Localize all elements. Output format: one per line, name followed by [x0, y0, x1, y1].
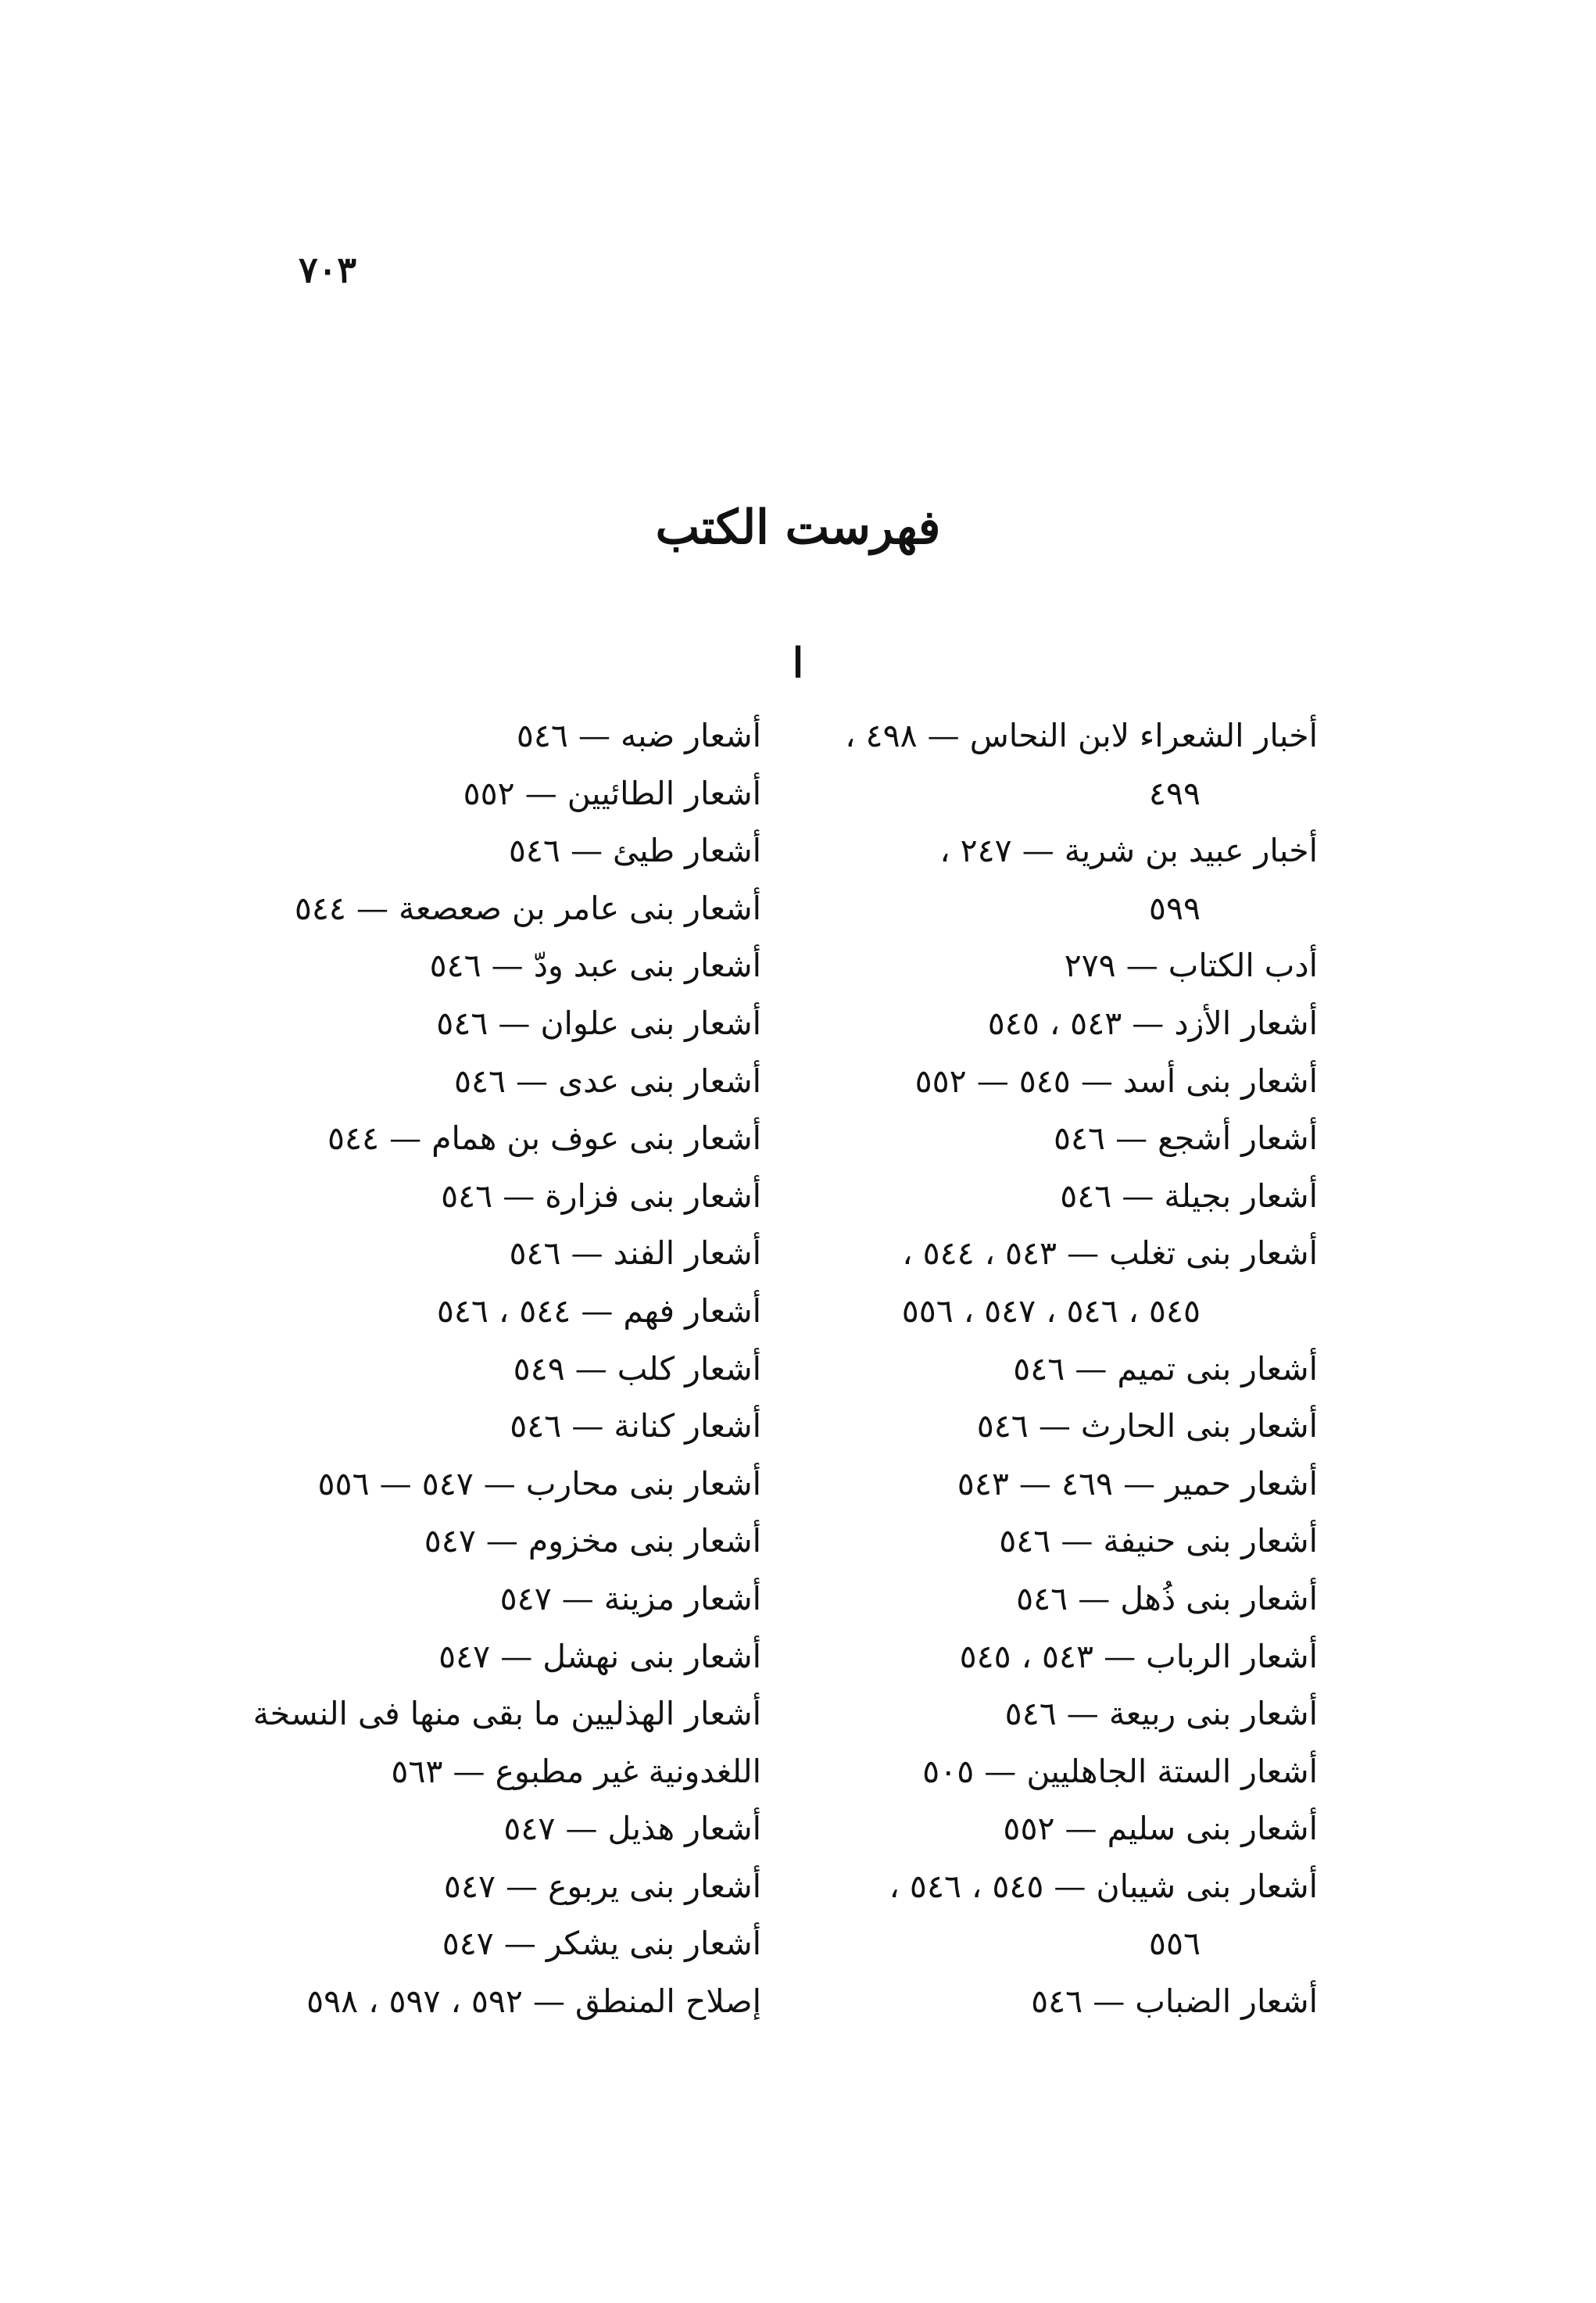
section-letter: ا [792, 639, 804, 687]
index-entry: أشعار بنى عبد ودّ — ٥٤٦ [429, 947, 761, 985]
index-column-right [833, 707, 1318, 2031]
index-entry: أشعار بنى شيبان — ٥٤٥ ، ٥٤٦ ، [889, 1867, 1318, 1905]
index-entry: أشعار هذيل — ٥٤٧ [503, 1810, 761, 1848]
index-entry: أشعار كلب — ٥٤٩ [513, 1349, 761, 1388]
index-entry: أخبار الشعراء لابن النحاس — ٤٩٨ ، [845, 717, 1318, 754]
index-entry: أشعار كنانة — ٥٤٦ [510, 1407, 761, 1445]
index-entry: أشعار حمير — ٤٦٩ — ٥٤٣ [957, 1464, 1318, 1503]
index-entry: أشعار الضباب — ٥٤٦ [1031, 1982, 1318, 2021]
index-entry: أشعار فهم — ٥٤٤ ، ٥٤٦ [436, 1291, 761, 1330]
index-entry: أشعار الستة الجاهليين — ٥٠٥ [922, 1752, 1318, 1790]
index-entry: أشعار بنى حنيفة — ٥٤٦ [999, 1522, 1318, 1560]
index-entry-continuation: ٤٩٩ [1148, 774, 1201, 812]
page-title: فهرست الكتب [655, 500, 941, 555]
index-entry: أشعار بنى أسد — ٥٤٥ — ٥٥٢ [914, 1062, 1318, 1100]
index-entry: أشعار بنى فزارة — ٥٤٦ [441, 1177, 761, 1215]
index-entry: أشعار طيئ — ٥٤٦ [508, 832, 761, 870]
index-entry-continuation: ٥٩٩ [1148, 889, 1201, 927]
index-entry: أشعار بنى ربيعة — ٥٤٦ [1004, 1695, 1318, 1733]
index-entry: أشعار بنى عدى — ٥٤٦ [453, 1062, 761, 1100]
index-entry: أشعار ضبه — ٥٤٦ [516, 717, 761, 754]
index-entry: أشعار بنى محارب — ٥٤٧ — ٥٥٦ [317, 1464, 761, 1503]
index-entry: أشعار بنى تغلب — ٥٤٣ ، ٥٤٤ ، [902, 1234, 1318, 1273]
index-entry: إصلاح المنطق — ٥٩٢ ، ٥٩٧ ، ٥٩٨ [306, 1982, 761, 2021]
index-entry: اللغدونية غير مطبوع — ٥٦٣ [391, 1752, 761, 1790]
index-entry: أشعار بنى يربوع — ٥٤٧ [443, 1867, 761, 1905]
index-entry: أشعار الطائيين — ٥٥٢ [463, 774, 761, 812]
index-entry: أدب الكتاب — ٢٧٩ [1064, 947, 1318, 985]
index-entry: أشعار بنى تميم — ٥٤٦ [1013, 1349, 1318, 1388]
index-entry: أشعار الرباب — ٥٤٣ ، ٥٤٥ [959, 1637, 1318, 1675]
index-entry: أشعار الهذليين ما بقى منها فى النسخة [252, 1695, 761, 1733]
index-entry: أشعار بنى علوان — ٥٤٦ [436, 1004, 761, 1042]
index-entry: أشعار الأزد — ٥٤٣ ، ٥٤٥ [987, 1004, 1318, 1042]
index-entry: أشعار أشجع — ٥٤٦ [1053, 1119, 1318, 1158]
index-entry-continuation: ٥٤٥ ، ٥٤٦ ، ٥٤٧ ، ٥٥٦ [901, 1291, 1201, 1330]
index-entry: أشعار بنى نهشل — ٥٤٧ [438, 1637, 761, 1675]
index-entry: أشعار بنى سليم — ٥٥٢ [1003, 1810, 1318, 1848]
index-entry: أشعار بجيلة — ٥٤٦ [1060, 1177, 1318, 1215]
page-number: ٧٠٣ [299, 249, 357, 291]
index-entry: أخبار عبيد بن شرية — ٢٤٧ ، [939, 832, 1318, 870]
index-entry: أشعار بنى عوف بن همام — ٥٤٤ [327, 1119, 761, 1158]
index-entry: أشعار مزينة — ٥٤٧ [499, 1579, 761, 1617]
index-entry: أشعار بنى عامر بن صعصعة — ٥٤٤ [294, 889, 761, 927]
index-column-left [252, 707, 761, 2031]
index-entry: أشعار بنى الحارث — ٥٤٦ [976, 1407, 1318, 1445]
index-entry: أشعار بنى مخزوم — ٥٤٧ [424, 1522, 761, 1560]
index-entry: أشعار بنى يشكر — ٥٤٧ [442, 1925, 761, 1963]
index-entry: أشعار الفند — ٥٤٦ [509, 1234, 761, 1273]
index-entry: أشعار بنى ذُهل — ٥٤٦ [1016, 1579, 1318, 1617]
index-entry-continuation: ٥٥٦ [1148, 1925, 1201, 1963]
